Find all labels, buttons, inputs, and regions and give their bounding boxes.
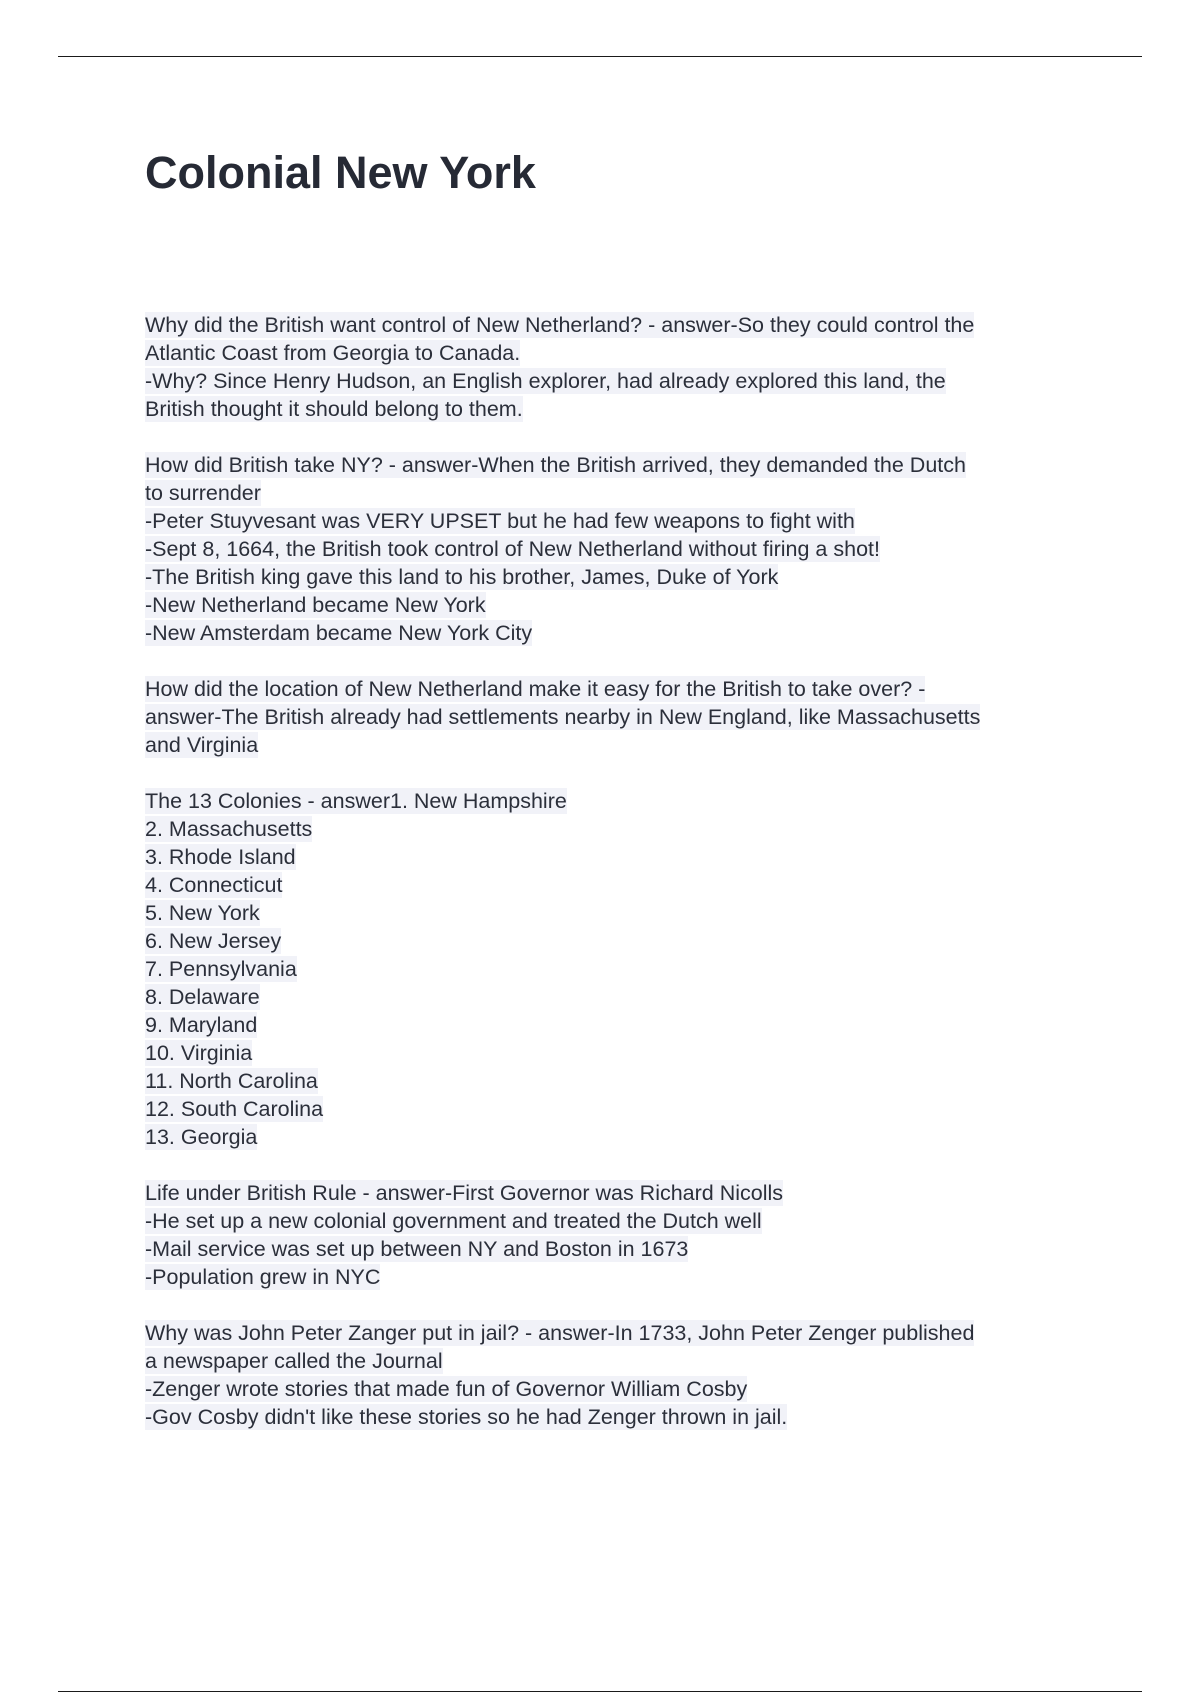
flashcard-2 — [145, 451, 1085, 647]
card-line: Why did the British want control of New Netherland? - answer-So they could control the — [145, 313, 975, 337]
card-line: -Peter Stuyvesant was VERY UPSET but he had few weapons to fight with — [145, 509, 855, 533]
card-line: -Zenger wrote stories that made fun of Governor William Cosby — [145, 1377, 748, 1401]
flashcard-6 — [145, 1319, 1085, 1431]
card-line: Why was John Peter Zanger put in jail? - answer-In 1733, John Peter Zenger published — [145, 1321, 975, 1345]
card-line: British thought it should belong to them. — [145, 397, 523, 421]
card-line: Atlantic Coast from Georgia to Canada. — [145, 341, 521, 365]
top-rule — [58, 56, 1142, 57]
card-line: 7. Pennsylvania — [145, 957, 297, 981]
card-line: to surrender — [145, 481, 261, 505]
page-title: Colonial New York — [145, 147, 536, 198]
card-line: -New Amsterdam became New York City — [145, 621, 533, 645]
card-line: -Gov Cosby didn't like these stories so he had Zenger thrown in jail. — [145, 1405, 788, 1429]
card-line: -New Netherland became New York — [145, 593, 486, 617]
card-line: How did British take NY? - answer-When the British arrived, they demanded the Dutch — [145, 453, 966, 477]
flashcard-4 — [145, 787, 1085, 1151]
card-line: and Virginia — [145, 733, 259, 757]
card-line: -Population grew in NYC — [145, 1265, 381, 1289]
card-line: 6. New Jersey — [145, 929, 282, 953]
card-line: -The British king gave this land to his brother, James, Duke of York — [145, 565, 779, 589]
card-line: 8. Delaware — [145, 985, 260, 1009]
card-line: -Sept 8, 1664, the British took control of New Netherland without firing a shot! — [145, 537, 880, 561]
card-line: -Why? Since Henry Hudson, an English explorer, had already explored this land, the — [145, 369, 946, 393]
card-line: -Mail service was set up between NY and Boston in 1673 — [145, 1237, 689, 1261]
flashcard-5 — [145, 1179, 1085, 1291]
flashcard-3 — [145, 675, 1085, 759]
card-line: 13. Georgia — [145, 1125, 258, 1149]
card-line: 11. North Carolina — [145, 1069, 318, 1093]
card-line: Life under British Rule - answer-First Governor was Richard Nicolls — [145, 1181, 784, 1205]
bottom-rule — [58, 1691, 1142, 1692]
card-line: 3. Rhode Island — [145, 845, 296, 869]
card-line: 9. Maryland — [145, 1013, 258, 1037]
card-line: How did the location of New Netherland make it easy for the British to take over? - — [145, 677, 926, 701]
card-line: The 13 Colonies - answer1. New Hampshire — [145, 789, 567, 813]
card-line: 4. Connecticut — [145, 873, 283, 897]
card-line: a newspaper called the Journal — [145, 1349, 443, 1373]
card-line: 12. South Carolina — [145, 1097, 324, 1121]
card-line: 10. Virginia — [145, 1041, 253, 1065]
card-line: 2. Massachusetts — [145, 817, 313, 841]
card-line: 5. New York — [145, 901, 260, 925]
card-line: -He set up a new colonial government and treated the Dutch well — [145, 1209, 762, 1233]
flashcard-1 — [145, 311, 1085, 423]
card-line: answer-The British already had settlements nearby in New England, like Massachusetts — [145, 705, 981, 729]
flashcard-list — [145, 311, 1085, 1459]
